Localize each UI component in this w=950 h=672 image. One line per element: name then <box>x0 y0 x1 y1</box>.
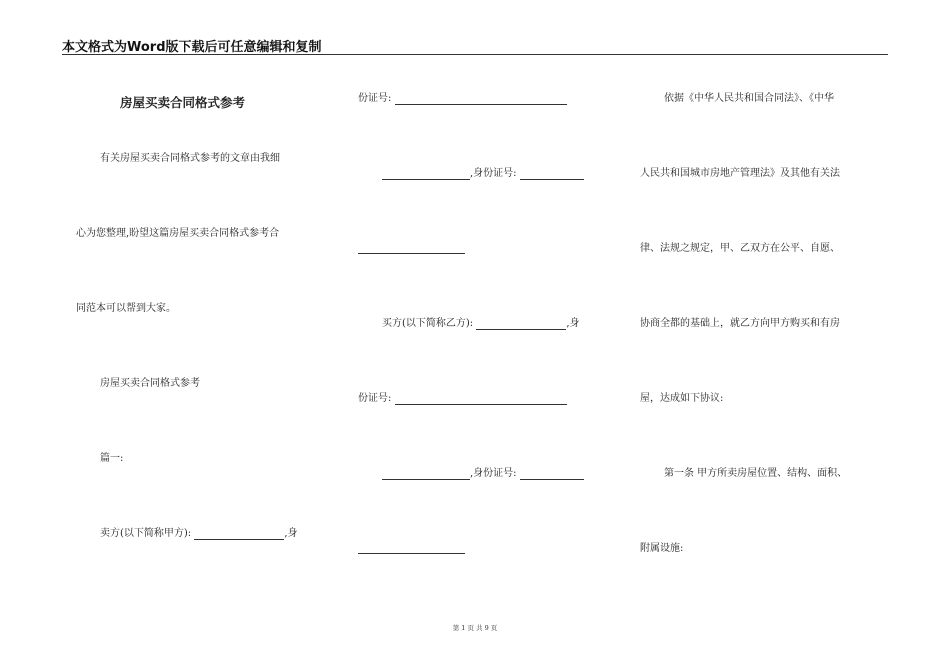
id-number-label: ,身份证号: <box>470 468 517 479</box>
buyer-agent-id-blank[interactable] <box>520 469 584 480</box>
buyer-label: 买方(以下简称乙方): <box>382 318 474 329</box>
column-3 <box>640 0 885 672</box>
buyer-line <box>382 318 580 330</box>
seller-agent-line <box>382 168 584 180</box>
buyer-tail: ,身 <box>566 318 580 329</box>
intro-line-3: 同范本可以帮到大家。 <box>76 303 176 314</box>
article-1-line-1: 第一条 甲方所卖房屋位置、结构、面积、 <box>664 468 848 479</box>
page-footer: 第 1 页 共 9 页 <box>452 624 498 632</box>
preamble-line-3: 律、法规之规定，甲、乙双方在公平、自愿、 <box>640 243 840 254</box>
seller-tail: ,身 <box>284 528 298 539</box>
buyer-name-blank[interactable] <box>476 319 566 330</box>
seller-id-line <box>358 93 567 105</box>
id-number-label: ,身份证号: <box>470 168 517 179</box>
seller-label: 卖方(以下简称甲方): <box>100 528 192 539</box>
preamble-line-1: 依据《中华人民共和国合同法》、《中华 <box>664 93 834 104</box>
buyer-agent-line <box>382 468 584 480</box>
part-heading: 篇一: <box>100 453 124 464</box>
buyer-id-line <box>358 393 567 405</box>
banner-text: 本文格式为Word版下载后可任意编辑和复制 <box>62 40 322 55</box>
seller-id-blank[interactable] <box>395 94 567 105</box>
column-2 <box>358 0 606 672</box>
seller-agent-blank[interactable] <box>382 169 470 180</box>
contract-subtitle: 房屋买卖合同格式参考 <box>100 378 200 389</box>
seller-line <box>100 528 298 540</box>
buyer-id-blank[interactable] <box>395 394 567 405</box>
id-label: 份证号: <box>358 93 392 104</box>
intro-line-2: 心为您整理,盼望这篇房屋买卖合同格式参考合 <box>76 228 280 239</box>
seller-agent-id-blank[interactable] <box>520 169 584 180</box>
seller-name-blank[interactable] <box>194 529 284 540</box>
preamble-line-4: 协商全都的基础上，就乙方向甲方购买和有房 <box>640 318 840 329</box>
buyer-agent-blank[interactable] <box>382 469 470 480</box>
buyer-agent-id-continuation-blank[interactable] <box>358 553 465 554</box>
preamble-line-5: 屋，达成如下协议: <box>640 393 724 404</box>
seller-agent-id-continuation-blank[interactable] <box>358 253 465 254</box>
intro-line-1: 有关房屋买卖合同格式参考的文章由我细 <box>100 153 280 164</box>
column-1 <box>76 0 326 672</box>
page-title: 房屋买卖合同格式参考 <box>120 95 246 110</box>
preamble-line-2: 人民共和国城市房地产管理法》及其他有关法 <box>640 168 840 179</box>
id-label: 份证号: <box>358 393 392 404</box>
article-1-line-2: 附属设施: <box>640 543 684 554</box>
